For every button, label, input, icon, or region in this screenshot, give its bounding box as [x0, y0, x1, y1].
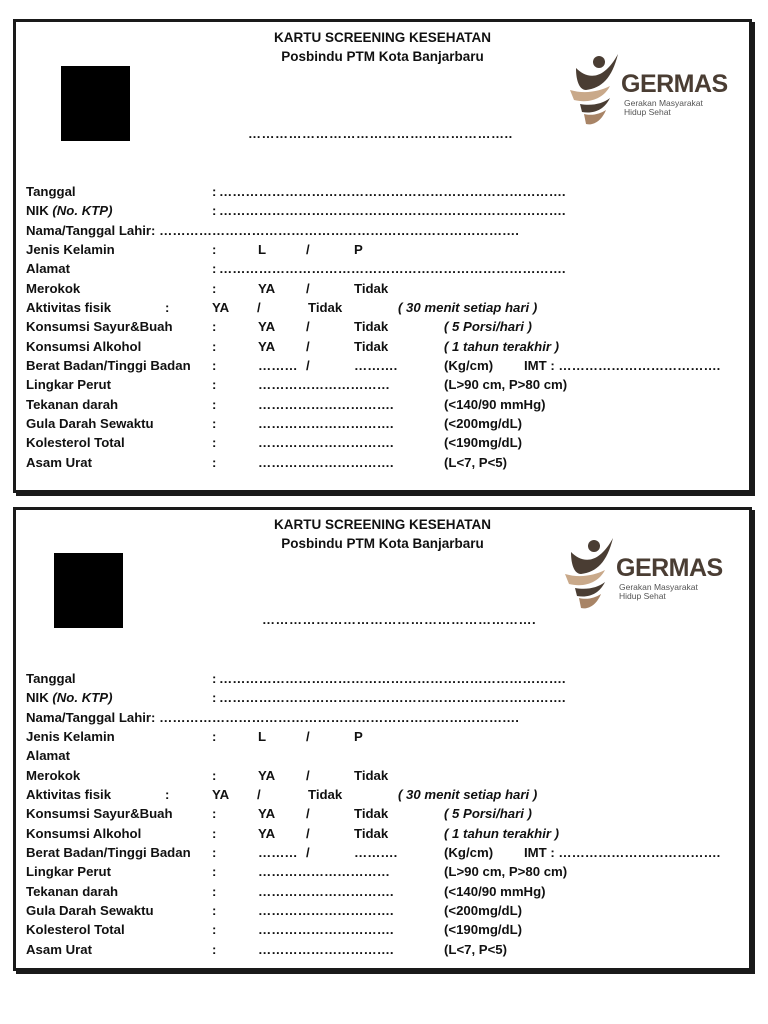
option-ya[interactable]: YA	[212, 300, 230, 316]
colon: :	[212, 242, 217, 258]
label-jenis-kelamin: Jenis Kelamin	[26, 729, 115, 745]
field-aktivitas	[26, 785, 739, 804]
label-kolesterol: Kolesterol Total	[26, 435, 125, 451]
option-tidak[interactable]: Tidak	[308, 787, 343, 803]
option-ya[interactable]: YA	[212, 787, 230, 803]
label-merokok: Merokok	[26, 767, 81, 783]
option-l[interactable]: L	[258, 729, 267, 745]
form-fields	[26, 182, 739, 472]
label-asam-urat: Asam Urat	[26, 454, 92, 470]
field-asam-urat	[26, 453, 739, 472]
colon: :	[212, 203, 217, 219]
option-ya[interactable]: YA	[258, 319, 276, 335]
slash: /	[306, 806, 310, 822]
note-tekanan-darah: (<140/90 mmHg)	[444, 883, 546, 899]
screening-card-2	[13, 507, 752, 971]
card-subtitle: Posbindu PTM Kota Banjarbaru	[281, 49, 484, 64]
colon: :	[212, 941, 217, 957]
input-tinggi[interactable]: ……….	[354, 845, 398, 861]
field-nama	[26, 221, 739, 240]
note-lingkar-perut: (L>90 cm, P>80 cm)	[444, 377, 568, 393]
input-imt[interactable]: IMT : ……………………………….	[524, 358, 721, 374]
form-fields	[26, 669, 739, 959]
note-kolesterol: (<190mg/dL)	[444, 435, 523, 451]
colon: :	[212, 358, 217, 374]
label-nama: Nama/Tanggal Lahir: ……………………………………………………………………….	[26, 709, 519, 725]
card-title: KARTU SCREENING KESEHATAN	[273, 30, 491, 45]
field-sayur-buah	[26, 804, 739, 823]
note-asam-urat: (L<7, P<5)	[444, 941, 508, 957]
colon: :	[212, 883, 217, 899]
note-sayur: ( 5 Porsi/hari )	[444, 319, 532, 335]
label-jenis-kelamin: Jenis Kelamin	[26, 242, 115, 258]
field-merokok	[26, 279, 739, 298]
colon: :	[212, 319, 217, 335]
logo-wordmark: GERMAS	[616, 554, 723, 582]
label-tanggal: Tanggal	[26, 184, 76, 199]
label-nama: Nama/Tanggal Lahir: ……………………………………………………………………….	[26, 222, 519, 238]
slash: /	[306, 280, 310, 296]
note-lingkar-perut: (L>90 cm, P>80 cm)	[444, 864, 568, 880]
label-tekanan-darah: Tekanan darah	[26, 396, 119, 412]
slash: /	[257, 300, 261, 316]
input-tekanan-darah[interactable]: ………………………….	[258, 396, 394, 412]
input-kolesterol[interactable]: ………………………….	[258, 922, 394, 938]
label-merokok: Merokok	[26, 280, 81, 296]
field-alamat	[26, 746, 739, 765]
label-nik: NIK (No. KTP)	[26, 203, 113, 219]
logo-tagline-1: Gerakan Masyarakat	[619, 582, 698, 592]
label-lingkar-perut: Lingkar Perut	[26, 377, 112, 393]
slash: /	[306, 767, 310, 783]
field-nama	[26, 708, 739, 727]
colon: :	[212, 454, 217, 470]
field-nik	[26, 201, 739, 220]
logo-tagline-1: Gerakan Masyarakat	[624, 98, 703, 108]
option-tidak[interactable]: Tidak	[354, 767, 389, 783]
colon: :	[212, 396, 217, 412]
input-nik[interactable]: …………………………………………………………………….	[219, 690, 566, 706]
input-kolesterol[interactable]: ………………………….	[258, 435, 394, 451]
label-tanggal: Tanggal	[26, 671, 76, 686]
note-gula-darah: (<200mg/dL)	[444, 416, 523, 432]
option-tidak[interactable]: Tidak	[354, 825, 389, 841]
label-gula-darah: Gula Darah Sewaktu	[26, 416, 154, 432]
field-lingkar-perut	[26, 375, 739, 394]
germas-dancer-icon	[561, 534, 623, 614]
colon: :	[212, 806, 217, 822]
field-sayur-buah	[26, 317, 739, 336]
field-tanggal	[26, 669, 739, 688]
card-subtitle: Posbindu PTM Kota Banjarbaru	[281, 536, 484, 551]
colon: :	[212, 922, 217, 938]
option-tidak[interactable]: Tidak	[354, 280, 389, 296]
input-alamat[interactable]: …………………………………………………………………….	[219, 261, 566, 277]
input-tanggal[interactable]: …………………………………………………………………….	[219, 671, 566, 686]
input-tinggi[interactable]: ……….	[354, 358, 398, 374]
field-tekanan-darah	[26, 882, 739, 901]
note-kolesterol: (<190mg/dL)	[444, 922, 523, 938]
slash: /	[306, 242, 310, 258]
colon: :	[212, 671, 217, 686]
colon: :	[212, 261, 217, 277]
colon: :	[165, 787, 170, 803]
label-gula-darah: Gula Darah Sewaktu	[26, 903, 154, 919]
slash: /	[306, 845, 310, 861]
label-nik-note: (No. KTP)	[52, 690, 113, 706]
label-alamat: Alamat	[26, 748, 70, 764]
note-alkohol: ( 1 tahun terakhir )	[444, 338, 560, 354]
option-tidak[interactable]: Tidak	[308, 300, 343, 316]
input-gula-darah[interactable]: ………………………….	[258, 903, 394, 919]
logo-tagline-2: Hidup Sehat	[624, 107, 671, 117]
label-sayur-buah: Konsumsi Sayur&Buah	[26, 806, 173, 822]
photo-placeholder	[61, 66, 130, 141]
colon: :	[212, 845, 217, 861]
field-tekanan-darah	[26, 395, 739, 414]
input-asam-urat[interactable]: ………………………….	[258, 941, 394, 957]
label-alkohol: Konsumsi Alkohol	[26, 825, 142, 841]
label-alamat: Alamat	[26, 261, 70, 277]
note-sayur: ( 5 Porsi/hari )	[444, 806, 532, 822]
label-asam-urat: Asam Urat	[26, 941, 92, 957]
input-asam-urat[interactable]: ………………………….	[258, 454, 394, 470]
name-line: …………………………………………………..	[248, 126, 513, 141]
label-kolesterol: Kolesterol Total	[26, 922, 125, 938]
logo-tagline-2: Hidup Sehat	[619, 591, 666, 601]
note-aktivitas: ( 30 menit setiap hari )	[398, 787, 538, 803]
colon: :	[212, 825, 217, 841]
option-ya[interactable]: YA	[258, 825, 276, 841]
input-nama[interactable]: ……………………………………………………………………….	[159, 709, 519, 725]
unit-kg-cm: (Kg/cm)	[444, 358, 494, 374]
colon: :	[212, 280, 217, 296]
note-gula-darah: (<200mg/dL)	[444, 903, 523, 919]
option-tidak[interactable]: Tidak	[354, 806, 389, 822]
input-berat[interactable]: ………	[258, 845, 298, 861]
label-bb-tb: Berat Badan/Tinggi Badan	[26, 845, 191, 861]
label-sayur-buah: Konsumsi Sayur&Buah	[26, 319, 173, 335]
field-tanggal	[26, 182, 739, 201]
germas-dancer-icon	[566, 50, 628, 130]
field-aktivitas	[26, 298, 739, 317]
colon: :	[212, 416, 217, 432]
colon: :	[212, 729, 217, 745]
label-aktivitas: Aktivitas fisik	[26, 300, 112, 316]
note-alkohol: ( 1 tahun terakhir )	[444, 825, 560, 841]
note-tekanan-darah: (<140/90 mmHg)	[444, 396, 546, 412]
field-bb-tb	[26, 843, 739, 862]
colon: :	[212, 435, 217, 451]
label-bb-tb: Berat Badan/Tinggi Badan	[26, 358, 191, 374]
colon: :	[165, 300, 170, 316]
label-aktivitas: Aktivitas fisik	[26, 787, 112, 803]
colon: :	[212, 864, 217, 880]
label-lingkar-perut: Lingkar Perut	[26, 864, 112, 880]
colon: :	[212, 903, 217, 919]
input-berat[interactable]: ………	[258, 358, 298, 374]
slash: /	[306, 338, 310, 354]
input-imt[interactable]: IMT : ……………………………….	[524, 845, 721, 861]
colon: :	[212, 184, 217, 199]
germas-logo	[561, 534, 731, 614]
input-nama[interactable]: ……………………………………………………………………….	[159, 222, 519, 238]
field-alkohol	[26, 824, 739, 843]
germas-logo	[566, 50, 736, 130]
option-ya[interactable]: YA	[258, 767, 276, 783]
field-kolesterol	[26, 433, 739, 452]
field-nik	[26, 688, 739, 707]
field-kolesterol	[26, 920, 739, 939]
field-merokok	[26, 766, 739, 785]
field-jenis-kelamin	[26, 727, 739, 746]
input-tanggal[interactable]: …………………………………………………………………….	[219, 184, 566, 199]
unit-kg-cm: (Kg/cm)	[444, 845, 494, 861]
input-nik[interactable]: …………………………………………………………………….	[219, 203, 566, 219]
slash: /	[306, 319, 310, 335]
card-title: KARTU SCREENING KESEHATAN	[273, 517, 491, 532]
field-lingkar-perut	[26, 862, 739, 881]
input-lingkar-perut[interactable]: …………………………	[258, 864, 390, 880]
colon: :	[212, 767, 217, 783]
option-p[interactable]: P	[354, 242, 363, 258]
slash: /	[257, 787, 261, 803]
option-l[interactable]: L	[258, 242, 267, 258]
field-alamat	[26, 259, 739, 278]
screening-card-1	[13, 19, 752, 493]
photo-placeholder	[54, 553, 123, 628]
label-nik-note: (No. KTP)	[52, 203, 113, 219]
logo-wordmark: GERMAS	[621, 70, 728, 98]
option-tidak[interactable]: Tidak	[354, 338, 389, 354]
field-asam-urat	[26, 940, 739, 959]
input-tekanan-darah[interactable]: ………………………….	[258, 883, 394, 899]
input-gula-darah[interactable]: ………………………….	[258, 416, 394, 432]
field-jenis-kelamin	[26, 240, 739, 259]
option-p[interactable]: P	[354, 729, 363, 745]
field-bb-tb	[26, 356, 739, 375]
option-tidak[interactable]: Tidak	[354, 319, 389, 335]
note-asam-urat: (L<7, P<5)	[444, 454, 508, 470]
label-alkohol: Konsumsi Alkohol	[26, 338, 142, 354]
input-lingkar-perut[interactable]: …………………………	[258, 377, 390, 393]
field-gula-darah	[26, 414, 739, 433]
option-ya[interactable]: YA	[258, 280, 276, 296]
slash: /	[306, 358, 310, 374]
colon: :	[212, 338, 217, 354]
colon: :	[212, 690, 217, 706]
slash: /	[306, 825, 310, 841]
name-line: …………………………………………………….	[262, 612, 537, 627]
option-ya[interactable]: YA	[258, 338, 276, 354]
colon: :	[212, 377, 217, 393]
note-aktivitas: ( 30 menit setiap hari )	[398, 300, 538, 316]
label-nik: NIK (No. KTP)	[26, 690, 113, 706]
field-alkohol	[26, 337, 739, 356]
option-ya[interactable]: YA	[258, 806, 276, 822]
field-gula-darah	[26, 901, 739, 920]
slash: /	[306, 729, 310, 745]
label-tekanan-darah: Tekanan darah	[26, 883, 119, 899]
